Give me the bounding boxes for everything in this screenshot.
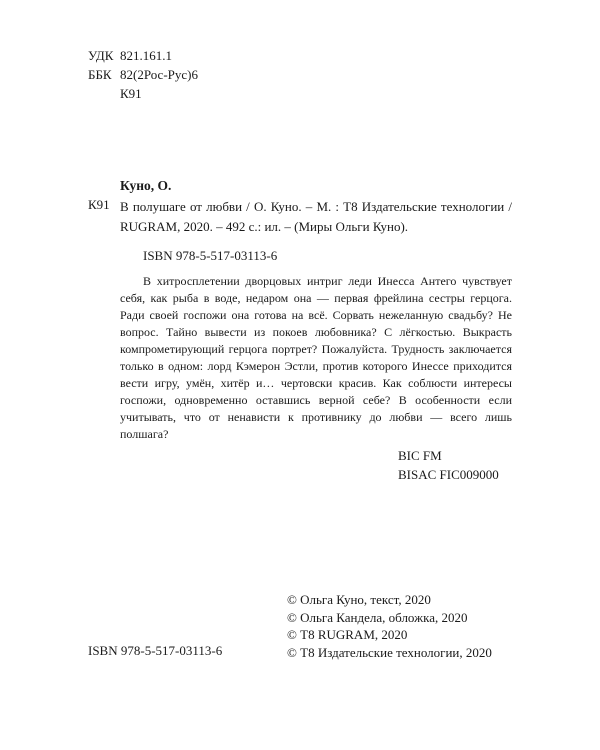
copyright-line: © Ольга Куно, текст, 2020 xyxy=(287,592,431,607)
bic-code: BIC FM xyxy=(398,448,442,463)
udk-label: УДК xyxy=(88,48,114,63)
udk-value: 821.161.1 xyxy=(120,48,172,63)
bisac-code: BISAC FIC009000 xyxy=(398,467,499,482)
author-mark-code: К91 xyxy=(120,86,142,101)
copyright-line: © Т8 Издательские технологии, 2020 xyxy=(287,644,492,660)
bibliographic-description: В полушаге от любви / О. Куно. – М. : Т8 Издательские технологии / RUGRAM, 2020. – 492 с.: ил. – (Миры Ольги Куно). xyxy=(120,199,512,234)
author-mark-left: К91 xyxy=(88,197,110,212)
author-name: Куно, О. xyxy=(120,178,172,193)
isbn-top: ISBN 978-5-517-03113-6 xyxy=(143,248,278,263)
annotation-text: В хитросплетении дворцовых интриг леди Инесса Антего чувствует себя, как рыба в воде, недаром она — первая фрейлина сестры герцога. Ради своей госпожи она готова на всё. Сорвать нежеланную свадьбу? Не вопрос. Тайно вывести из покоев любовника? С лёгкостью. Выкрасть компрометирующий герцога портрет? Пожалуйста. Трудность заключается только в одном: лорд Кэмерон Эстли, против которого Инессе приходится вести игру, умён, хитёр и… чертовски красив. Как соблюсти интересы госпожи, одновременно оставшись верной себе? В особенности если учитывать, что от ненависти к противнику до любви — всего лишь полшага? xyxy=(120,274,512,441)
copyright-block xyxy=(287,591,492,661)
annotation xyxy=(120,273,512,443)
isbn-bottom: ISBN 978-5-517-03113-6 xyxy=(88,643,223,658)
bbk-value: 82(2Рос-Рус)6 xyxy=(120,67,198,82)
copyright-line: © Ольга Кандела, обложка, 2020 xyxy=(287,609,468,625)
copyright-line: © Т8 RUGRAM, 2020 xyxy=(287,627,408,642)
bbk-label: ББК xyxy=(88,67,112,82)
